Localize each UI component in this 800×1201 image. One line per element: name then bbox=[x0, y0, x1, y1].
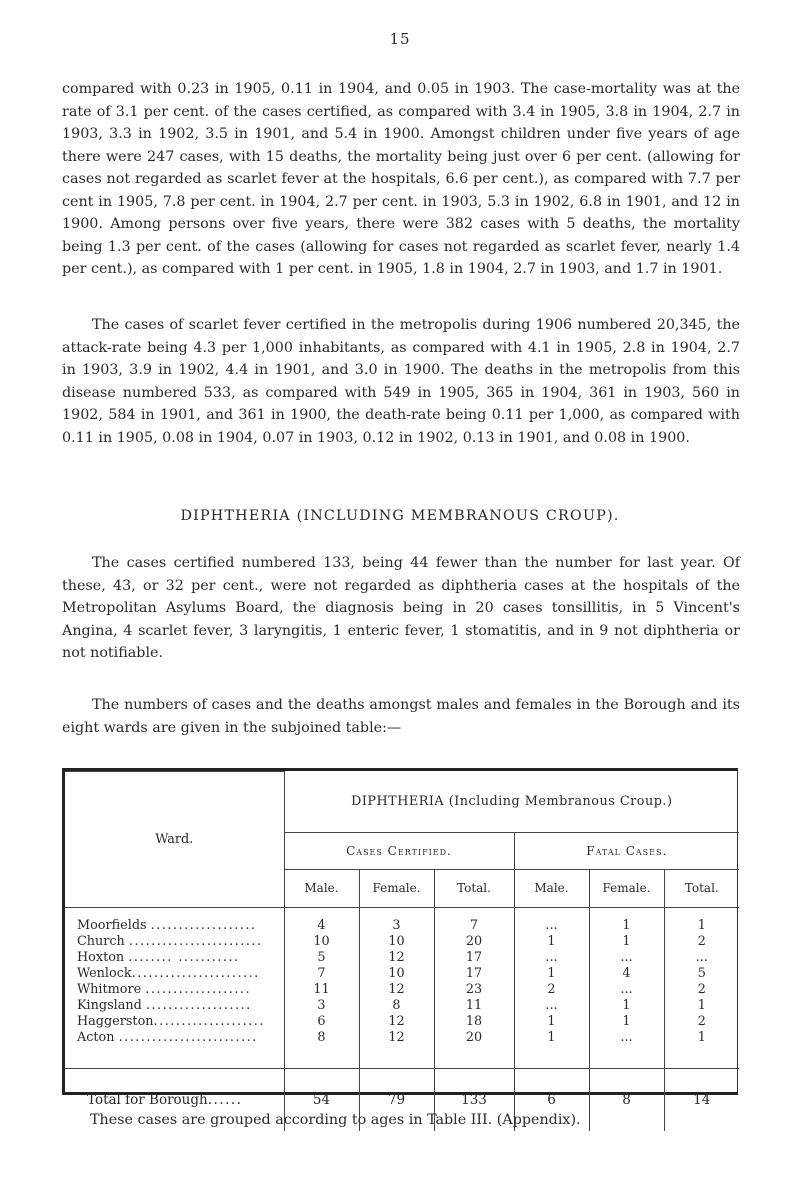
total-label: Total for Borough...... bbox=[65, 1068, 284, 1131]
certified-total: 18 bbox=[434, 1014, 514, 1030]
table-row bbox=[65, 907, 739, 934]
fatal-female: 1 bbox=[589, 907, 664, 934]
certified-male: 10 bbox=[284, 934, 359, 950]
fatal-female: 1 bbox=[589, 998, 664, 1014]
fatal-male: ... bbox=[514, 907, 589, 934]
certified-total: 7 bbox=[434, 907, 514, 934]
paragraph-scarlet-fever-mortality: compared with 0.23 in 1905, 0.11 in 1904, and 0.05 in 1903. The case-mortality was at the rate of 3.1 per cent. of the cases certified, as compared with 3.4 in 1905, 3.8 in 1904, 2.7 in 1903, 3.3 in 1902, 3.5 in 1901, and 5.4 in 1900. Amongst children under five years of age there were 247 cases, with 15 deaths, the mortality being just over 6 per cent. (allowing for cases not regarded as scarlet fever at the hospitals, 6.6 per cent.), as compared with 7.7 per cent in 1905, 7.8 per cent. in 1904, 2.7 per cent. in 1903, 5.3 in 1902, 6.8 in 1901, and 12 in 1900. Among persons over five years, there were 382 cases with 5 deaths, the mortality being 1.3 per cent. of the cases (allowing for cases not regarded as scarlet fever, nearly 1.4 per cent.), as compared with 1 per cent. in 1905, 1.8 in 1904, 2.7 in 1903, and 1.7 in 1901. bbox=[62, 81, 740, 277]
fatal-cases-header: Fatal Cases. bbox=[514, 832, 739, 869]
diphtheria-table bbox=[62, 768, 738, 1108]
certified-total: 20 bbox=[434, 1030, 514, 1046]
certified-total: 20 bbox=[434, 934, 514, 950]
fatal-female: ... bbox=[589, 1030, 664, 1046]
paragraph-diphtheria-cases: The cases certified numbered 133, being 44 fewer than the number for last year. Of these, 43, or 32 per cent., were not regarded as diphtheria cases at the hospitals of the Metropolitan Asylums Board, the diagnosis being in 20 cases tonsillitis, in 5 Vincent's Angina, 4 scarlet fever, 3 laryngitis, 1 enteric fever, 1 stomatitis, and in 9 not diphtheria or not notifiable. bbox=[62, 555, 740, 661]
ward-name: Hoxton ........ ........... bbox=[65, 950, 284, 966]
certified-female-header: Female. bbox=[359, 869, 434, 907]
table-spacer bbox=[65, 1046, 739, 1069]
certified-male: 5 bbox=[284, 950, 359, 966]
total-certified-total: 133 bbox=[434, 1068, 514, 1131]
certified-male: 3 bbox=[284, 998, 359, 1014]
certified-male: 4 bbox=[284, 907, 359, 934]
fatal-total: 1 bbox=[664, 1030, 739, 1046]
ward-name: Church ........................ bbox=[65, 934, 284, 950]
certified-female: 12 bbox=[359, 1030, 434, 1046]
certified-female: 8 bbox=[359, 998, 434, 1014]
cases-certified-header: Cases Certified. bbox=[284, 832, 514, 869]
certified-male: 6 bbox=[284, 1014, 359, 1030]
certified-total: 17 bbox=[434, 950, 514, 966]
fatal-female-header: Female. bbox=[589, 869, 664, 907]
ward-name: Wenlock....................... bbox=[65, 966, 284, 982]
table-row bbox=[65, 950, 739, 966]
fatal-total: 2 bbox=[664, 1014, 739, 1030]
fatal-female: ... bbox=[589, 982, 664, 998]
certified-total-header: Total. bbox=[434, 869, 514, 907]
certified-female: 12 bbox=[359, 982, 434, 998]
fatal-female: ... bbox=[589, 950, 664, 966]
table-row bbox=[65, 1030, 739, 1046]
fatal-total-header: Total. bbox=[664, 869, 739, 907]
certified-male: 7 bbox=[284, 966, 359, 982]
fatal-male: 1 bbox=[514, 966, 589, 982]
table-row bbox=[65, 998, 739, 1014]
ward-name: Moorfields ................... bbox=[65, 907, 284, 934]
ward-name: Kingsland ................... bbox=[65, 998, 284, 1014]
fatal-male: ... bbox=[514, 950, 589, 966]
table-row bbox=[65, 1014, 739, 1030]
ward-name: Acton ......................... bbox=[65, 1030, 284, 1046]
paragraph-table-intro: The numbers of cases and the deaths amongst males and females in the Borough and its eight wards are given in the subjoined table:— bbox=[62, 697, 740, 736]
fatal-female: 1 bbox=[589, 934, 664, 950]
footnote: These cases are grouped according to ages in Table III. (Appendix). bbox=[90, 1112, 581, 1128]
fatal-male: 1 bbox=[514, 1014, 589, 1030]
total-certified-female: 79 bbox=[359, 1068, 434, 1131]
fatal-total: 1 bbox=[664, 907, 739, 934]
total-fatal-total: 14 bbox=[664, 1068, 739, 1131]
certified-total: 11 bbox=[434, 998, 514, 1014]
table-row bbox=[65, 934, 739, 950]
total-fatal-male: 6 bbox=[514, 1068, 589, 1131]
fatal-male: 2 bbox=[514, 982, 589, 998]
certified-female: 12 bbox=[359, 1014, 434, 1030]
paragraph-metropolis-scarlet-fever: The cases of scarlet fever certified in the metropolis during 1906 numbered 20,345, the attack-rate being 4.3 per 1,000 inhabitants, as compared with 4.1 in 1905, 2.8 in 1904, 2.7 in 1903, 3.9 in 1902, 4.4 in 1901, and 3.0 in 1900. The deaths in the metropolis from this disease numbered 533, as compared with 549 in 1905, 365 in 1904, 361 in 1903, 560 in 1902, 584 in 1901, and 361 in 1900, the death-rate being 0.11 per 1,000, as compared with 0.11 in 1905, 0.08 in 1904, 0.07 in 1903, 0.12 in 1902, 0.13 in 1901, and 0.08 in 1900. bbox=[62, 317, 740, 446]
page-number: 15 bbox=[389, 30, 411, 48]
fatal-total: 1 bbox=[664, 998, 739, 1014]
total-fatal-female: 8 bbox=[589, 1068, 664, 1131]
ward-column-header: Ward. bbox=[65, 772, 284, 908]
total-certified-male: 54 bbox=[284, 1068, 359, 1131]
certified-female: 10 bbox=[359, 966, 434, 982]
certified-female: 3 bbox=[359, 907, 434, 934]
table-title: DIPHTHERIA (Including Membranous Croup.) bbox=[284, 772, 739, 833]
section-heading-diphtheria: DIPHTHERIA (INCLUDING MEMBRANOUS CROUP). bbox=[180, 508, 620, 524]
certified-total: 17 bbox=[434, 966, 514, 982]
certified-male: 11 bbox=[284, 982, 359, 998]
fatal-female: 1 bbox=[589, 1014, 664, 1030]
fatal-female: 4 bbox=[589, 966, 664, 982]
ward-name: Haggerston.................... bbox=[65, 1014, 284, 1030]
fatal-male-header: Male. bbox=[514, 869, 589, 907]
certified-female: 12 bbox=[359, 950, 434, 966]
fatal-male: 1 bbox=[514, 934, 589, 950]
table-row bbox=[65, 982, 739, 998]
fatal-total: 5 bbox=[664, 966, 739, 982]
fatal-total: 2 bbox=[664, 982, 739, 998]
certified-female: 10 bbox=[359, 934, 434, 950]
certified-total: 23 bbox=[434, 982, 514, 998]
fatal-total: ... bbox=[664, 950, 739, 966]
ward-name: Whitmore ................... bbox=[65, 982, 284, 998]
fatal-male: 1 bbox=[514, 1030, 589, 1046]
certified-male-header: Male. bbox=[284, 869, 359, 907]
fatal-total: 2 bbox=[664, 934, 739, 950]
table-row bbox=[65, 966, 739, 982]
fatal-male: ... bbox=[514, 998, 589, 1014]
certified-male: 8 bbox=[284, 1030, 359, 1046]
